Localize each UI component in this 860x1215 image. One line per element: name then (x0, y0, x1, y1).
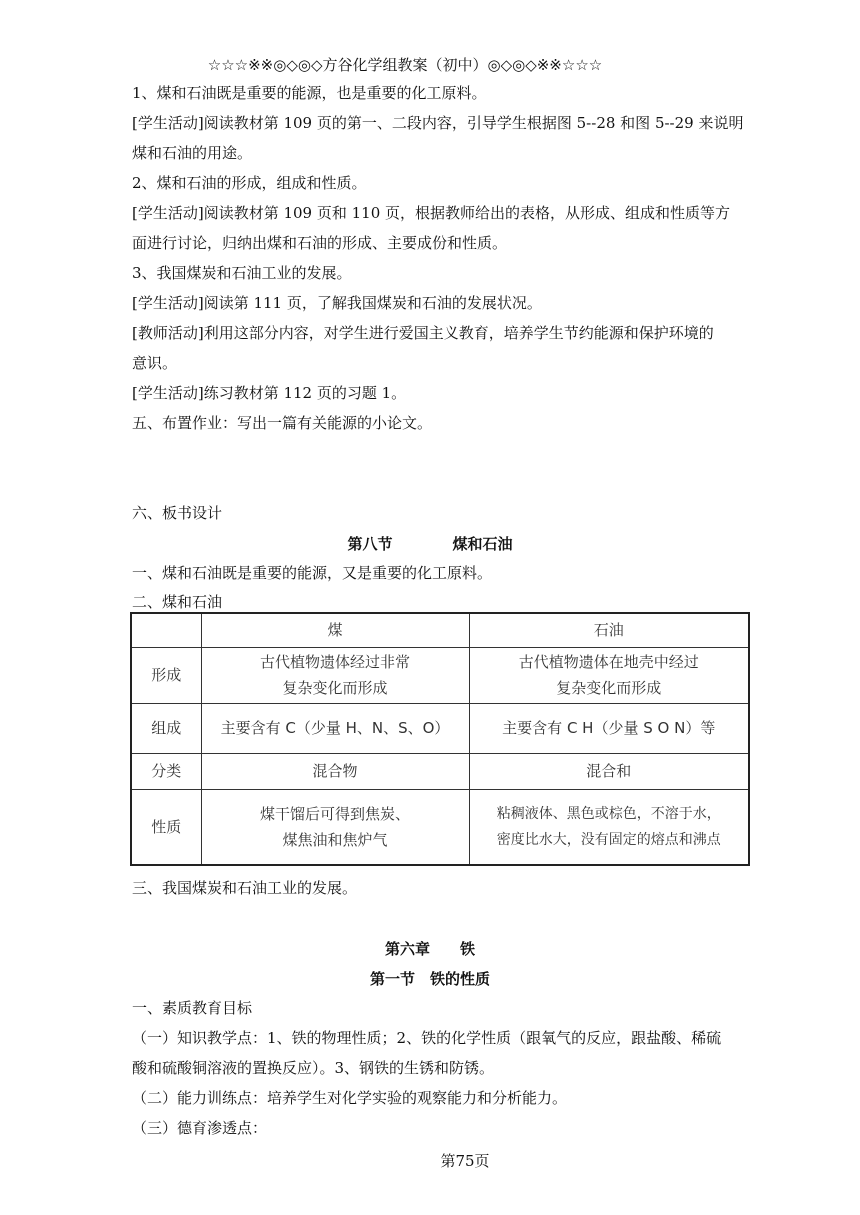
cell-line: 主要含有 C（少量 H、N、S、O） (220, 719, 450, 737)
table-cell (469, 647, 749, 703)
table-header-row (131, 613, 749, 647)
text-line: [教师活动]利用这部分内容，对学生进行爱国主义教育，培养学生节约能源和保护环境的 (132, 324, 714, 342)
cell-line: 古代植物遗体经过非常 (259, 653, 410, 671)
table-cell (201, 789, 469, 865)
table-cell (201, 703, 469, 753)
cell-line: 密度比水大，没有固定的熔点和沸点 (496, 831, 721, 848)
board-point-1: 一、煤和石油既是重要的能源，又是重要的化工原料。 (132, 564, 493, 582)
cell-line: 混合和 (586, 762, 632, 780)
table-cell (131, 613, 201, 647)
cell-line: 煤焦油和焦炉气 (282, 830, 388, 849)
cell-line: 粘稠液体、黑色或棕色，不溶于水， (496, 805, 721, 822)
text-line: [学生活动]阅读教材第 109 页和 110 页，根据教师给出的表格，从形成、组成和性质等方 (132, 204, 731, 222)
table-row (131, 647, 749, 703)
text-line: 面进行讨论，归纳出煤和石油的形成、主要成份和性质。 (132, 234, 508, 252)
text-line: 2、煤和石油的形成，组成和性质。 (132, 174, 367, 192)
text-line: 3、我国煤炭和石油工业的发展。 (132, 264, 352, 282)
table-row (131, 703, 749, 753)
table-header-oil: 石油 (469, 613, 749, 647)
text-line: 煤和石油的用途。 (132, 144, 253, 162)
page-number: 第75页 (440, 1152, 490, 1170)
cell-line: 主要含有 C H（少量 S O N）等 (502, 719, 716, 737)
board-title: 第八节 煤和石油 (347, 535, 513, 553)
page-header: ☆☆☆※※◎◇◎◇方谷化学组教案（初中）◎◇◎◇※※☆☆☆ (207, 56, 603, 74)
table-cell (469, 703, 749, 753)
board-heading: 六、板书设计 (132, 504, 223, 522)
text-line: [学生活动]阅读教材第 109 页的第一、二段内容，引导学生根据图 5--28 和图 5--29 来说明 (132, 114, 744, 132)
text-line: [学生活动]阅读第 111 页，了解我国煤炭和石油的发展状况。 (132, 294, 542, 312)
table-row (131, 789, 749, 865)
table-cell (469, 789, 749, 865)
goal-heading: 一、素质教育目标 (132, 999, 253, 1017)
cell-line: 复杂变化而形成 (556, 679, 662, 697)
cell-line: 煤干馏后可得到焦炭、 (259, 804, 410, 823)
cell-line: 混合物 (312, 762, 358, 780)
board-point-2: 二、煤和石油 (132, 593, 223, 611)
text-line: （一）知识教学点：1、铁的物理性质；2、铁的化学性质（跟氧气的反应，跟盐酸、稀硫 (132, 1029, 722, 1047)
text-line: 意识。 (132, 354, 178, 372)
text-line: （二）能力训练点：培养学生对化学实验的观察能力和分析能力。 (132, 1089, 568, 1107)
section-title: 第一节 铁的性质 (369, 970, 490, 988)
table-cell (201, 647, 469, 703)
cell-line: 古代植物遗体在地壳中经过 (518, 653, 699, 671)
row-label: 性质 (131, 789, 201, 865)
text-line: 酸和硫酸铜溶液的置换反应）。3、钢铁的生锈和防锈。 (132, 1059, 495, 1077)
table-row (131, 753, 749, 789)
chapter-title: 第六章 铁 (384, 940, 475, 958)
table-header-coal: 煤 (201, 613, 469, 647)
text-line: 五、布置作业：写出一篇有关能源的小论文。 (132, 414, 433, 432)
table-cell (201, 753, 469, 789)
row-label: 分类 (131, 753, 201, 789)
board-point-3: 三、我国煤炭和石油工业的发展。 (132, 879, 358, 897)
table-cell (469, 753, 749, 789)
text-line: [学生活动]练习教材第 112 页的习题 1。 (132, 384, 407, 402)
text-line: 1、煤和石油既是重要的能源，也是重要的化工原料。 (132, 84, 487, 102)
coal-oil-table (130, 612, 750, 866)
row-label: 形成 (131, 647, 201, 703)
text-line: （三）德育渗透点： (132, 1119, 268, 1137)
cell-line: 复杂变化而形成 (282, 679, 388, 697)
row-label: 组成 (131, 703, 201, 753)
